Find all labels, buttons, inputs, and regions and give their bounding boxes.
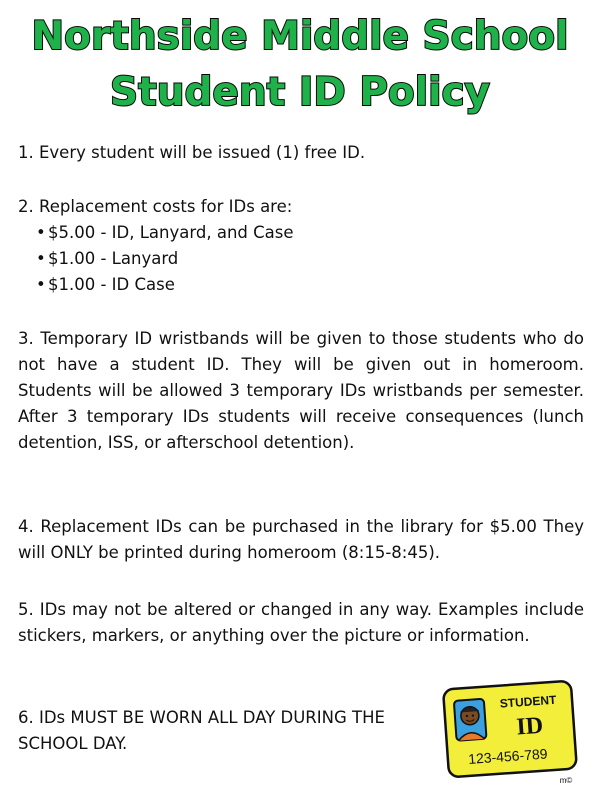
policy-item-2-intro: 2. Replacement costs for IDs are:: [18, 197, 293, 216]
replacement-cost-item: • $1.00 - ID Case: [36, 272, 584, 298]
policy-item-4-text: 4. Replacement IDs can be purchased in the library for $5.00 They will ONLY be printed during homeroom (8:15-8:45).: [18, 517, 584, 562]
policy-item-4: [18, 514, 584, 566]
policy-item-3-text: 3. Temporary ID wristbands will be given to those students who do not have a student ID. They will be given out in homeroom. Students will be allowed 3 temporary IDs wristbands per semester. After 3 temporary IDs students will receive consequences (lunch detention, ISS, or afterschool detention).: [18, 329, 584, 452]
replacement-cost-list: [18, 220, 584, 298]
policy-item-1: [18, 140, 584, 166]
student-id-card-icon: [440, 675, 580, 785]
policy-item-5-text: 5. IDs may not be altered or changed in any way. Examples include stickers, markers, or anything over the picture or information.: [18, 600, 584, 645]
page-subtitle: Student ID Policy: [110, 70, 490, 115]
policy-item-5: [18, 597, 584, 649]
artist-mark: m©: [559, 776, 573, 785]
page-title: Northside Middle School: [31, 14, 569, 59]
card-heading: STUDENT: [499, 692, 557, 711]
policy-item-2: [18, 194, 584, 298]
replacement-cost-item: • $5.00 - ID, Lanyard, and Case: [36, 220, 584, 246]
card-label: ID: [515, 712, 545, 741]
policy-item-1-text: 1. Every student will be issued (1) free ID.: [18, 143, 366, 162]
policy-item-6-text: 6. IDs MUST BE WORN ALL DAY DURING THE SCHOOL DAY.: [18, 708, 385, 753]
card-number: 123-456-789: [467, 745, 548, 767]
policy-item-6: [18, 705, 418, 757]
policy-item-3: [18, 326, 584, 456]
replacement-cost-item: • $1.00 - Lanyard: [36, 246, 584, 272]
